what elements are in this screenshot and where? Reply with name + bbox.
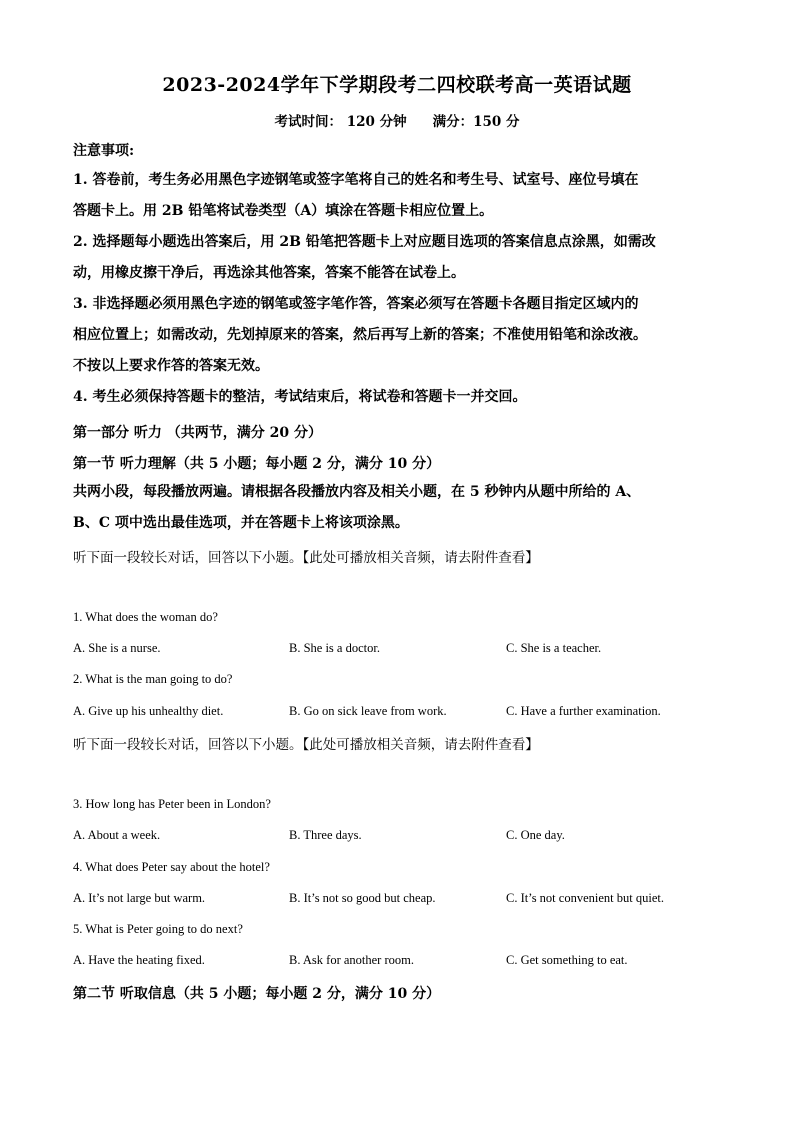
exam-score: 满分：150 分 <box>432 114 520 130</box>
option-b: B. It’s not so good but cheap. <box>289 891 436 905</box>
notice-line: 1. 答卷前，考生务必用黑色字迹钢笔或签字笔将自己的姓名和考生号、试室号、座位号填在 <box>73 172 639 188</box>
notice-heading: 注意事项: <box>73 143 135 159</box>
option-a: A. About a week. <box>73 828 161 842</box>
notice-line: 3. 非选择题必须用黑色字迹的钢笔或签字笔作答，答案必须写在答题卡各题目指定区域内的 <box>73 296 639 312</box>
notice-line: 相应位置上；如需改动，先划掉原来的答案，然后再写上新的答案；不准使用铅笔和涂改液。 <box>73 327 647 343</box>
exam-info <box>0 110 794 130</box>
notice-line: 动，用橡皮擦干净后，再选涂其他答案，答案不能答在试卷上。 <box>73 265 465 281</box>
instruction-line: B、C 项中选出最佳选项，并在答题卡上将该项涂黑。 <box>73 515 409 531</box>
notice-list <box>73 165 733 413</box>
option-c: C. It’s not convenient but quiet. <box>506 891 664 905</box>
section1-heading: 第一节 听力理解（共 5 小题；每小题 2 分，满分 10 分） <box>73 456 441 472</box>
option-b: B. She is a doctor. <box>289 641 380 655</box>
question-stem: 5. What is Peter going to do next? <box>73 922 243 936</box>
audio-note: 听下面一段较长对话，回答以下小题。【此处可播放相关音频，请去附件查看】 <box>73 550 539 566</box>
question-stem: 2. What is the man going to do? <box>73 672 233 686</box>
option-a: A. Have the heating fixed. <box>73 953 205 967</box>
section1-instructions <box>73 477 733 539</box>
question-stem: 4. What does Peter say about the hotel? <box>73 860 270 874</box>
option-b: B. Three days. <box>289 828 362 842</box>
option-c: C. Have a further examination. <box>506 704 661 718</box>
question-stem: 1. What does the woman do? <box>73 610 218 624</box>
option-c: C. One day. <box>506 828 565 842</box>
option-a: A. It’s not large but warm. <box>73 891 206 905</box>
exam-title: 2023-2024学年下学期段考二四校联考高一英语试题 <box>162 74 632 96</box>
question-stem: 3. How long has Peter been in London? <box>73 797 271 811</box>
notice-line: 不按以上要求作答的答案无效。 <box>73 358 269 374</box>
option-c: C. She is a teacher. <box>506 641 602 655</box>
part1-heading: 第一部分 听力 （共两节，满分 20 分） <box>73 425 322 441</box>
notice-line: 答题卡上。用 2B 铅笔将试卷类型（A）填涂在答题卡相应位置上。 <box>73 203 494 219</box>
option-b: B. Ask for another room. <box>289 953 414 967</box>
exam-time: 考试时间： 120 分钟 <box>274 114 407 130</box>
audio-note: 听下面一段较长对话，回答以下小题。【此处可播放相关音频，请去附件查看】 <box>73 737 539 753</box>
notice-line: 2. 选择题每小题选出答案后，用 2B 铅笔把答题卡上对应题目选项的答案信息点涂黑，如需改 <box>73 234 656 250</box>
section2-heading: 第二节 听取信息（共 5 小题；每小题 2 分，满分 10 分） <box>73 986 441 1002</box>
option-c: C. Get something to eat. <box>506 953 628 967</box>
instruction-line: 共两小段，每段播放两遍。请根据各段播放内容及相关小题，在 5 秒钟内从题中所给的 A、 <box>73 484 641 500</box>
option-b: B. Go on sick leave from work. <box>289 704 447 718</box>
notice-line: 4. 考生必须保持答题卡的整洁，考试结束后，将试卷和答题卡一并交回。 <box>73 389 527 405</box>
option-a: A. Give up his unhealthy diet. <box>73 704 224 718</box>
option-a: A. She is a nurse. <box>73 641 161 655</box>
